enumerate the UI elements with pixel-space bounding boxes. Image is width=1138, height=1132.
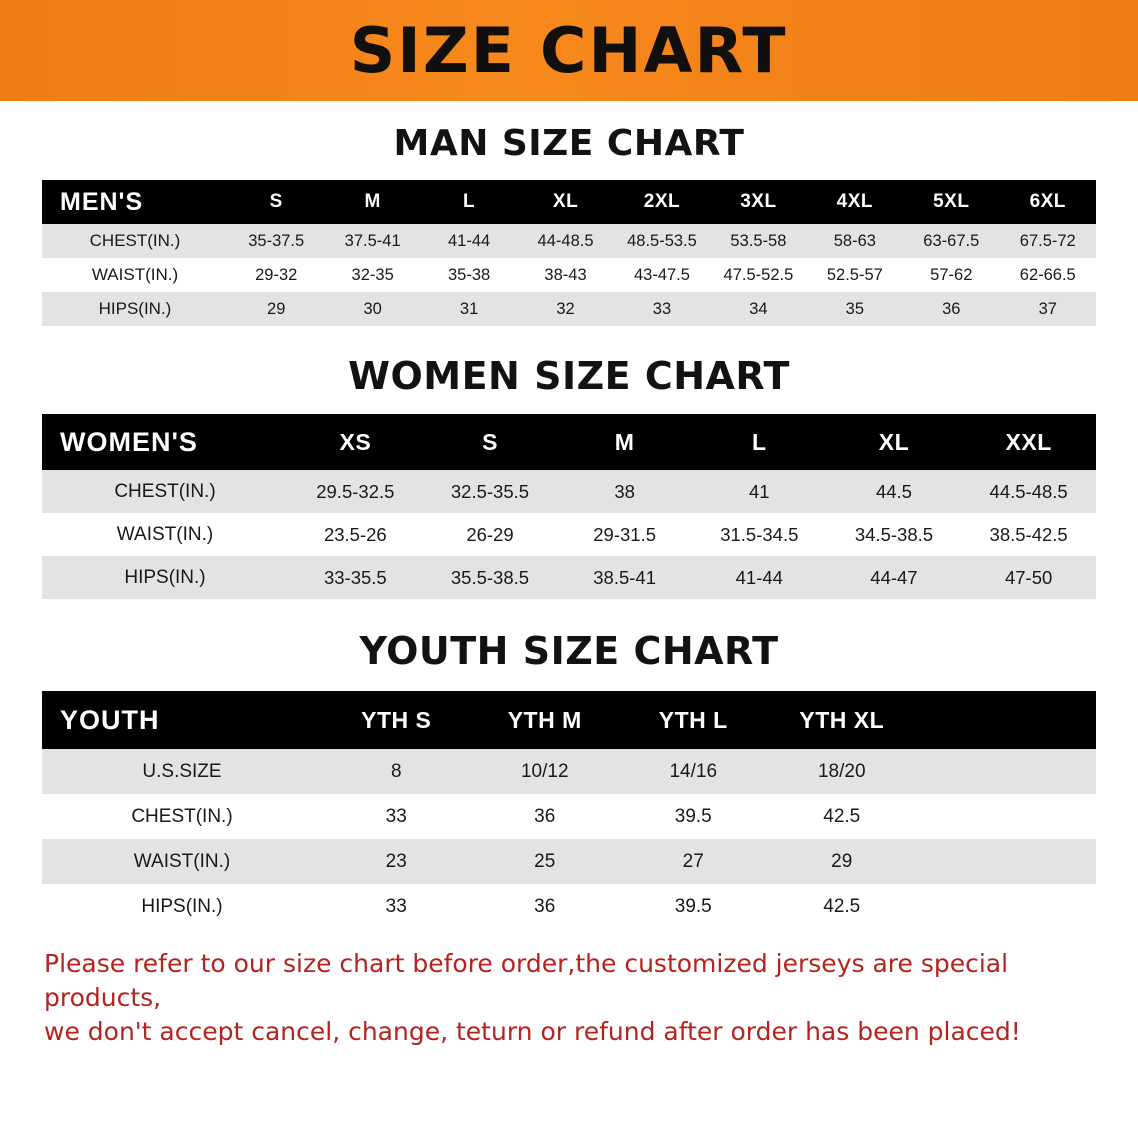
youth-header-xl: YTH XL: [768, 691, 917, 749]
youth-ussize-s: 8: [390, 760, 402, 782]
women-chest-m: 38: [614, 480, 635, 502]
table-row: [42, 749, 1096, 794]
women-size-table: [42, 414, 1096, 599]
policy-note-line1: Please refer to our size chart before order,the customized jerseys are special products,: [44, 949, 1009, 1012]
man-hips-l: 31: [459, 299, 479, 318]
women-chest-xxl: 44.5-48.5: [989, 480, 1068, 502]
women-header-label: WOMEN'S: [42, 414, 288, 470]
man-waist-m: 32-35: [351, 265, 394, 284]
women-header-xl: XL: [827, 414, 962, 470]
man-header-s: S: [228, 180, 324, 224]
women-header-xs: XS: [288, 414, 423, 470]
man-waist-2xl: 43-47.5: [633, 265, 690, 284]
man-waist-6xl: 62-66.5: [1019, 265, 1076, 284]
man-waist-s: 29-32: [255, 265, 298, 284]
women-section-title: WOMEN SIZE CHART: [348, 354, 790, 398]
man-hips-s: 29: [267, 299, 286, 318]
youth-size-table: [42, 691, 1096, 929]
youth-row-label-chest: CHEST(IN.): [131, 805, 233, 827]
man-header-label: MEN'S: [42, 180, 228, 224]
policy-note-line2: we don't accept cancel, change, teturn or refund after order has been placed!: [44, 1016, 1021, 1046]
women-waist-m: 29-31.5: [593, 523, 657, 545]
women-waist-l: 31.5-34.5: [720, 523, 799, 545]
man-section-title: MAN SIZE CHART: [393, 123, 745, 164]
table-row: [42, 794, 1096, 839]
women-hips-l: 41-44: [735, 566, 783, 588]
page-banner: [0, 0, 1138, 101]
youth-table-body: [42, 749, 1096, 929]
women-table-body: [42, 470, 1096, 599]
youth-hips-xl: 42.5: [823, 895, 861, 917]
man-hips-6xl: 37: [1038, 299, 1057, 318]
youth-row-label-ussize: U.S.SIZE: [142, 760, 222, 782]
women-hips-xl: 44-47: [870, 566, 918, 588]
man-hips-m: 30: [363, 299, 382, 318]
youth-chest-m: 36: [534, 805, 556, 827]
table-row: [42, 224, 1096, 258]
youth-header-s: YTH S: [322, 691, 471, 749]
youth-header-label: YOUTH: [42, 691, 322, 749]
youth-row-label-waist: WAIST(IN.): [133, 850, 231, 872]
man-chest-m: 37.5-41: [344, 231, 401, 250]
youth-waist-spacer: [916, 839, 1096, 884]
women-chest-l: 41: [749, 480, 770, 502]
man-waist-5xl: 57-62: [930, 265, 973, 284]
women-header-s: S: [423, 414, 558, 470]
man-chest-3xl: 53.5-58: [730, 231, 787, 250]
table-row: [42, 839, 1096, 884]
women-chest-xs: 29.5-32.5: [316, 480, 395, 502]
man-header-6xl: 6XL: [1000, 180, 1097, 224]
youth-chest-xl: 42.5: [823, 805, 861, 827]
man-hips-5xl: 36: [942, 299, 961, 318]
women-waist-xs: 23.5-26: [323, 523, 387, 545]
youth-ussize-m: 10/12: [520, 760, 569, 782]
man-row-label-waist: WAIST(IN.): [91, 265, 179, 284]
youth-waist-xl: 29: [831, 850, 853, 872]
women-waist-xxl: 38.5-42.5: [989, 523, 1068, 545]
table-row: [42, 258, 1096, 292]
man-chest-s: 35-37.5: [248, 231, 305, 250]
youth-table-head: [42, 691, 1096, 749]
man-hips-xl: 32: [556, 299, 575, 318]
man-header-xl: XL: [517, 180, 613, 224]
youth-chest-s: 33: [385, 805, 407, 827]
women-hips-m: 38.5-41: [593, 566, 657, 588]
youth-waist-m: 25: [534, 850, 556, 872]
man-chest-l: 41-44: [447, 231, 491, 250]
man-chest-xl: 44-48.5: [537, 231, 594, 250]
women-table-head: [42, 414, 1096, 470]
youth-chest-l: 39.5: [674, 805, 712, 827]
youth-hips-m: 36: [534, 895, 556, 917]
table-row: [42, 513, 1096, 556]
man-table-body: [42, 224, 1096, 326]
policy-note: [44, 947, 1094, 1048]
women-header-l: L: [692, 414, 827, 470]
man-hips-4xl: 35: [845, 299, 865, 318]
youth-header-m: YTH M: [471, 691, 620, 749]
women-row-label-hips: HIPS(IN.): [124, 566, 206, 588]
man-header-3xl: 3XL: [710, 180, 806, 224]
youth-size-table-wrapper: [42, 691, 1096, 929]
man-header-5xl: 5XL: [903, 180, 999, 224]
man-waist-4xl: 52.5-57: [826, 265, 883, 284]
man-waist-3xl: 47.5-52.5: [723, 265, 794, 284]
youth-chest-spacer: [916, 794, 1096, 839]
youth-ussize-spacer: [916, 749, 1096, 794]
youth-hips-spacer: [916, 884, 1096, 929]
man-waist-xl: 38-43: [544, 265, 587, 284]
man-waist-l: 35-38: [447, 265, 491, 284]
man-chest-6xl: 67.5-72: [1019, 231, 1076, 250]
youth-hips-s: 33: [385, 895, 407, 917]
man-row-label-hips: HIPS(IN.): [98, 299, 172, 318]
man-header-l: L: [421, 180, 517, 224]
youth-row-label-hips: HIPS(IN.): [141, 895, 223, 917]
man-chest-2xl: 48.5-53.5: [627, 231, 697, 250]
youth-ussize-l: 14/16: [669, 760, 718, 782]
youth-ussize-xl: 18/20: [817, 760, 866, 782]
man-table-head: [42, 180, 1096, 224]
women-hips-xs: 33-35.5: [323, 566, 387, 588]
youth-header-spacer: [916, 691, 1096, 749]
women-hips-s: 35.5-38.5: [450, 566, 530, 588]
women-row-label-waist: WAIST(IN.): [116, 523, 214, 545]
women-chest-s: 32.5-35.5: [450, 480, 530, 502]
man-header-4xl: 4XL: [807, 180, 903, 224]
man-header-2xl: 2XL: [614, 180, 710, 224]
man-size-table: [42, 180, 1096, 326]
man-row-label-chest: CHEST(IN.): [89, 231, 181, 250]
man-chest-4xl: 58-63: [833, 231, 876, 250]
women-row-label-chest: CHEST(IN.): [114, 480, 216, 502]
man-chest-5xl: 63-67.5: [923, 231, 980, 250]
table-row: [42, 556, 1096, 599]
women-waist-s: 26-29: [466, 523, 514, 545]
youth-header-l: YTH L: [619, 691, 768, 749]
youth-waist-s: 23: [385, 850, 407, 872]
table-row: [42, 470, 1096, 513]
youth-waist-l: 27: [682, 850, 704, 872]
table-row: [42, 884, 1096, 929]
women-waist-xl: 34.5-38.5: [854, 523, 934, 545]
women-header-xxl: XXL: [961, 414, 1096, 470]
youth-hips-l: 39.5: [674, 895, 712, 917]
women-chest-xl: 44.5: [875, 480, 912, 502]
table-header-row: [42, 414, 1096, 470]
table-row: [42, 292, 1096, 326]
women-hips-xxl: 47-50: [1004, 566, 1053, 588]
page-title: SIZE CHART: [350, 13, 788, 87]
table-header-row: [42, 180, 1096, 224]
man-header-m: M: [324, 180, 420, 224]
youth-section-title: YOUTH SIZE CHART: [359, 629, 779, 673]
women-size-table-wrapper: [42, 414, 1096, 599]
man-hips-2xl: 33: [652, 299, 672, 318]
man-size-table-wrapper: [42, 180, 1096, 326]
man-hips-3xl: 34: [749, 299, 768, 318]
table-header-row: [42, 691, 1096, 749]
women-header-m: M: [557, 414, 692, 470]
